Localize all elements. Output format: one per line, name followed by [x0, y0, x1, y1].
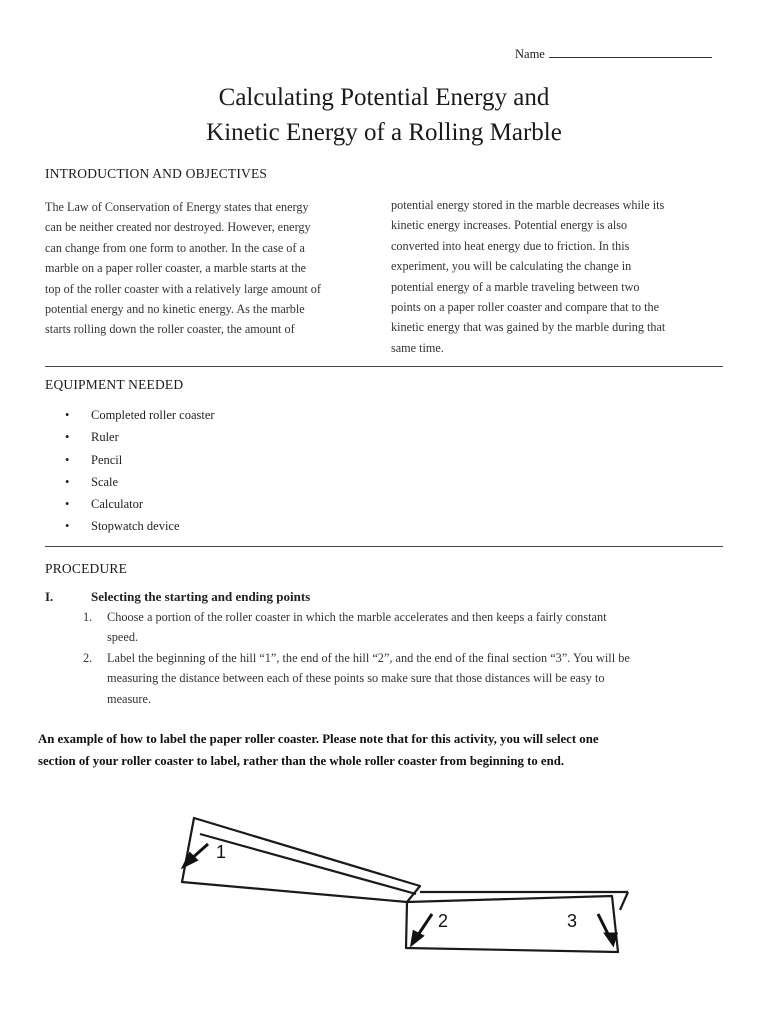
equipment-item-label: Completed roller coaster [91, 408, 215, 422]
step-line: measuring the distance between each of these points so make sure that those distances will be easy to [107, 671, 605, 686]
section-divider [45, 546, 723, 547]
equipment-heading: EQUIPMENT NEEDED [45, 377, 184, 392]
intro-column-1 [45, 197, 371, 340]
label-2: 2 [438, 911, 449, 931]
section-title-text: Selecting the starting and ending points [91, 589, 311, 604]
coaster-slope-edge [200, 834, 416, 894]
step-number: 1. [83, 610, 93, 624]
list-item [83, 648, 728, 709]
section-divider [45, 366, 723, 367]
intro-col2-line: experiment, you will be calculating the change in [391, 259, 632, 274]
example-note [38, 729, 738, 772]
intro-col1-line: starts rolling down the roller coaster, the amount of [45, 322, 295, 337]
intro-col2-line: same time. [391, 340, 444, 355]
page-title-line-2: Kinetic Energy of a Rolling Marble [206, 119, 562, 146]
equipment-item-label: Pencil [91, 452, 123, 467]
equipment-item-label: Ruler [91, 430, 119, 445]
intro-col1-line: The Law of Conservation of Energy states that energy [45, 200, 309, 214]
intro-col2-line: points on a paper roller coaster and compare that to the [391, 300, 660, 315]
intro-col1-line: can change from one form to another. In the case of a [45, 240, 305, 255]
section-number: I. [45, 589, 54, 604]
name-blank-line[interactable] [549, 44, 712, 58]
equipment-item-label: Scale [91, 474, 119, 489]
intro-col2-line: potential energy stored in the marble decreases while its [391, 198, 665, 212]
list-item [65, 404, 215, 426]
equipment-list [65, 404, 215, 538]
list-item [65, 515, 215, 537]
intro-col1-line: top of the roller coaster with a relatively large amount of [45, 281, 321, 296]
label-3: 3 [567, 911, 578, 931]
procedure-section-title [45, 589, 310, 605]
step-line: measure. [107, 691, 152, 706]
intro-col1-line: potential energy and no kinetic energy. As the marble [45, 302, 305, 317]
intro-col1-line: marble on a paper roller coaster, a marble starts at the [45, 261, 307, 276]
arrow-2-head-icon [412, 932, 422, 944]
page-title-line-1: Calculating Potential Energy and [218, 84, 550, 111]
intro-col2-line: kinetic energy increases. Potential energy is also [391, 218, 628, 233]
intro-column-2 [391, 195, 717, 358]
arrow-3-head-icon [606, 934, 616, 944]
list-item [65, 449, 215, 471]
list-item [65, 426, 215, 448]
name-field[interactable] [515, 44, 712, 62]
roller-coaster-diagram [170, 810, 650, 960]
example-line: An example of how to label the paper roller coaster. Please note that for this activity, you will select one [38, 732, 599, 746]
step-line: speed. [107, 630, 139, 645]
bullet-icon: • [65, 430, 70, 445]
list-item [65, 493, 215, 515]
procedure-steps [83, 607, 728, 709]
list-item [65, 471, 215, 493]
label-1: 1 [216, 842, 227, 862]
intro-col2-line: kinetic energy that was gained by the marble during that [391, 320, 666, 335]
procedure-heading: PROCEDURE [45, 561, 128, 576]
step-number: 2. [83, 650, 93, 665]
step-line: Label the beginning of the hill “1”, the end of the hill “2”, and the end of the final section “3”. You will be [107, 650, 630, 665]
example-line: section of your roller coaster to label, rather than the whole roller coaster from beginning to end. [38, 753, 565, 768]
list-item [83, 607, 728, 648]
coaster-flat-end [620, 892, 628, 910]
intro-col2-line: converted into heat energy due to friction. In this [391, 238, 630, 253]
bullet-icon: • [65, 408, 70, 422]
equipment-item-label: Calculator [91, 497, 144, 512]
name-label: Name [515, 47, 545, 61]
bullet-icon: • [65, 474, 70, 489]
equipment-item-label: Stopwatch device [91, 519, 180, 534]
step-line: Choose a portion of the roller coaster in which the marble accelerates and then keeps a fairly constant [107, 610, 607, 624]
bullet-icon: • [65, 519, 70, 534]
intro-col1-line: can be neither created nor destroyed. However, energy [45, 220, 311, 235]
bullet-icon: • [65, 452, 70, 467]
intro-col2-line: potential energy of a marble traveling between two [391, 279, 640, 294]
bullet-icon: • [65, 497, 70, 512]
intro-heading: INTRODUCTION AND OBJECTIVES [45, 166, 268, 181]
